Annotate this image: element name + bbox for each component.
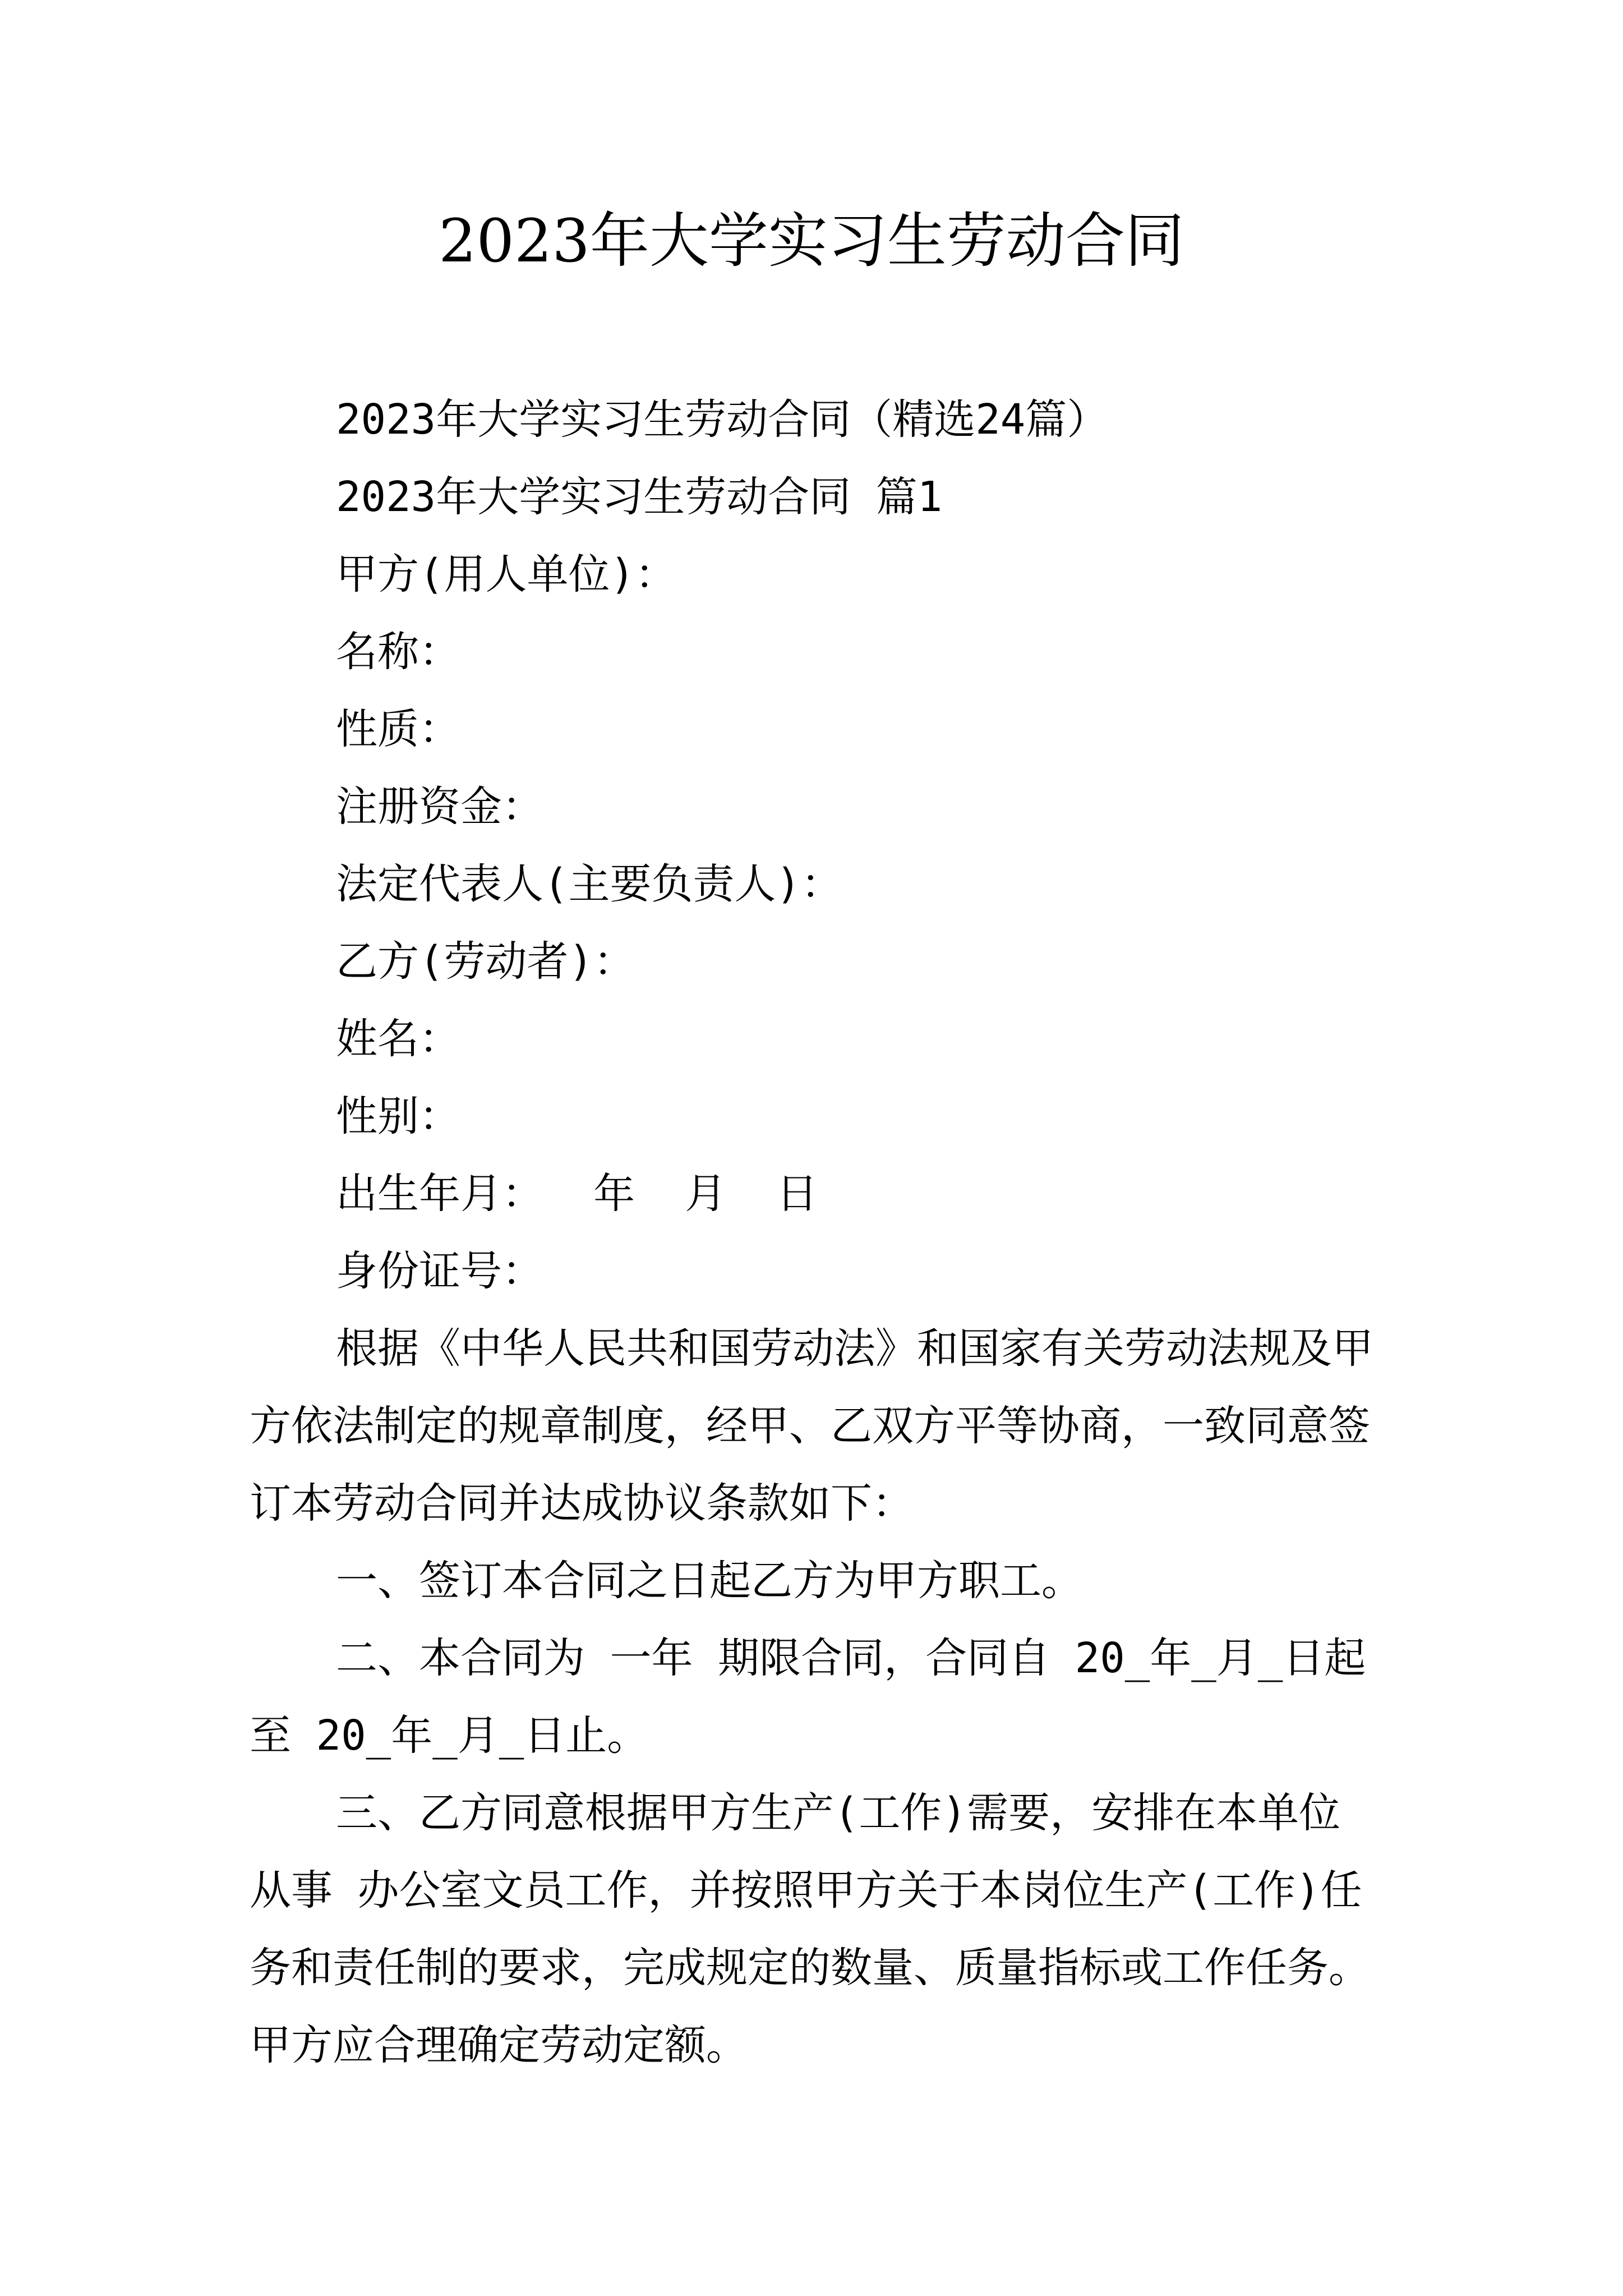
document-subtitle: 2023年大学实习生劳动合同（精选24篇） bbox=[336, 395, 1109, 444]
party-a-capital-field: 注册资金： bbox=[336, 783, 543, 831]
clause-3-paragraph: 三、乙方同意根据甲方生产(工作)需要，安排在本单位从事 办公室文员工作，并按照甲方关于本岗位生产(工作)任务和责任制的要求，完成规定的数量、质量指标或工作任务。甲方应合理确定劳动定额。 bbox=[250, 1789, 1370, 2069]
party-a-representative-field: 法定代表人(主要负责人)： bbox=[336, 860, 843, 908]
clause-1-paragraph: 一、签订本合同之日起乙方为甲方职工。 bbox=[336, 1557, 1083, 1605]
party-b-name-field: 姓名： bbox=[336, 1015, 460, 1063]
intro-paragraph: 根据《中华人民共和国劳动法》和国家有关劳动法规及甲方依法制定的规章制度，经甲、乙双方平等协商，一致同意签订本劳动合同并达成协议条款如下： bbox=[250, 1324, 1373, 1527]
party-a-nature-field: 性质： bbox=[336, 705, 460, 753]
party-b-gender-field: 性别： bbox=[336, 1092, 460, 1140]
section-heading: 2023年大学实习生劳动合同 篇1 bbox=[336, 473, 943, 521]
party-a-name-field: 名称： bbox=[336, 628, 460, 676]
party-b-id-field: 身份证号： bbox=[336, 1247, 543, 1295]
document-title: 2023年大学实习生劳动合同 bbox=[439, 206, 1184, 275]
document-body bbox=[250, 381, 1381, 2084]
party-a-heading: 甲方(用人单位)： bbox=[336, 550, 677, 599]
party-b-birthdate-field: 出生年月： 年 月 日 bbox=[336, 1170, 818, 1218]
party-b-heading: 乙方(劳动者)： bbox=[336, 937, 635, 986]
clause-2-paragraph: 二、本合同为 一年 期限合同，合同自 20_年_月_日起至 20_年_月_日止。 bbox=[250, 1634, 1366, 1760]
